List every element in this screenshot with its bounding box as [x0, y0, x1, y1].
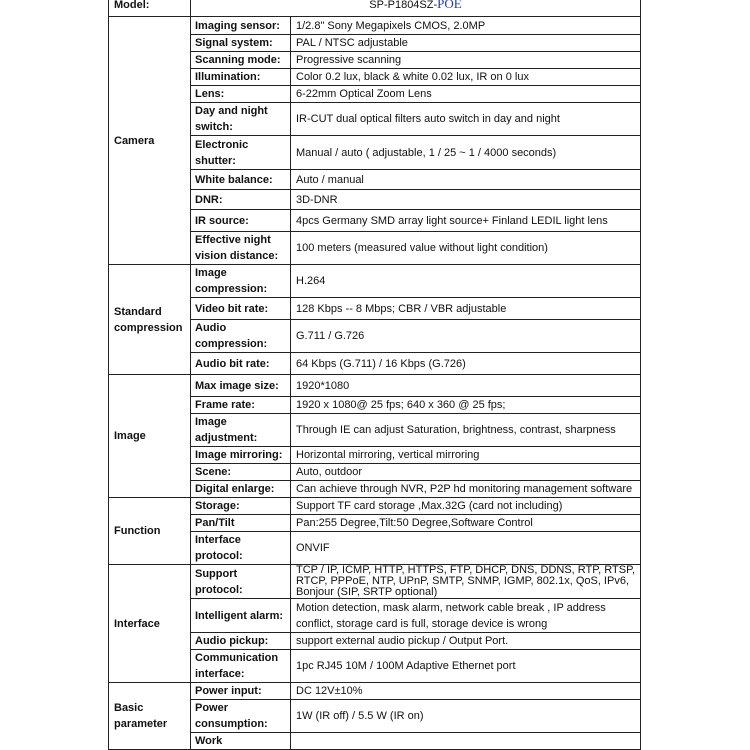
spec-value: H.264 — [291, 265, 641, 298]
spec-value: 64 Kbps (G.711) / 16 Kbps (G.726) — [291, 353, 641, 375]
spec-key: Image compression: — [191, 265, 291, 298]
model-row — [109, 0, 641, 17]
spec-value: 1920 x 1080@ 25 fps; 640 x 360 @ 25 fps; — [291, 397, 641, 414]
spec-value: Can achieve through NVR, P2P hd monitoring management software — [291, 481, 641, 498]
spec-key: Video bit rate: — [191, 298, 291, 320]
section-category: Standard compression — [109, 265, 191, 375]
spec-row — [109, 265, 641, 298]
spec-row — [109, 498, 641, 515]
spec-value: Color 0.2 lux, black & white 0.02 lux, IR on 0 lux — [291, 69, 641, 86]
spec-row — [109, 565, 641, 599]
spec-value: 4pcs Germany SMD array light source+ Finland LEDIL light lens — [291, 210, 641, 232]
spec-value: ONVIF — [291, 532, 641, 565]
spec-key: Digital enlarge: — [191, 481, 291, 498]
spec-value: Pan:255 Degree,Tilt:50 Degree,Software Control — [291, 515, 641, 532]
spec-key: Lens: — [191, 86, 291, 103]
spec-key: Audio compression: — [191, 320, 291, 353]
spec-key: White balance: — [191, 170, 291, 190]
spec-value: Through IE can adjust Saturation, brightness, contrast, sharpness — [291, 414, 641, 447]
spec-key: IR source: — [191, 210, 291, 232]
spec-key: Scene: — [191, 464, 291, 481]
spec-key: Image mirroring: — [191, 447, 291, 464]
spec-value: Support TF card storage ,Max.32G (card not including) — [291, 498, 641, 515]
spec-key: Image adjustment: — [191, 414, 291, 447]
spec-key: Frame rate: — [191, 397, 291, 414]
spec-key: Max image size: — [191, 375, 291, 397]
spec-value: Auto, outdoor — [291, 464, 641, 481]
spec-value: IR-CUT dual optical filters auto switch in day and night — [291, 103, 641, 136]
spec-value: Progressive scanning — [291, 52, 641, 69]
spec-key: DNR: — [191, 190, 291, 210]
spec-key: Storage: — [191, 498, 291, 515]
spec-value: Manual / auto ( adjustable, 1 / 25 ~ 1 / 4000 seconds) — [291, 136, 641, 170]
spec-value: Auto / manual — [291, 170, 641, 190]
section-category: Interface — [109, 565, 191, 683]
model-label: Model: — [109, 0, 191, 17]
spec-value: 1/2.8" Sony Megapixels CMOS, 2.0MP — [291, 17, 641, 35]
spec-key: Power input: — [191, 683, 291, 700]
spec-key: Work — [191, 733, 291, 750]
spec-key: Audio bit rate: — [191, 353, 291, 375]
section-category: Image — [109, 375, 191, 498]
spec-row — [109, 375, 641, 397]
spec-key: Power consumption: — [191, 700, 291, 733]
spec-value — [291, 565, 641, 599]
spec-value: 1W (IR off) / 5.5 W (IR on) — [291, 700, 641, 733]
spec-key: Pan/Tilt — [191, 515, 291, 532]
model-number: SP-P1804SZ- — [369, 0, 438, 11]
spec-value-text: TCP / IP, ICMP, HTTP, HTTPS, FTP, DHCP, DNS, DDNS, RTP, RTSP, RTCP, PPPoE, NTP, UPnP, SMTP, SNMP, IGMP, 802.1x, QoS, IPv6, Bonjour (SIP, SRTP optional) — [296, 564, 636, 598]
spec-key: Communication interface: — [191, 650, 291, 683]
spec-key: Illumination: — [191, 69, 291, 86]
spec-value: Horizontal mirroring, vertical mirroring — [291, 447, 641, 464]
spec-value: 3D-DNR — [291, 190, 641, 210]
spec-key: Support protocol: — [191, 565, 291, 599]
section-category: Basic parameter — [109, 683, 191, 750]
section-category: Function — [109, 498, 191, 565]
spec-table — [108, 0, 641, 750]
spec-row — [109, 17, 641, 35]
spec-value: support external audio pickup / Output Port. — [291, 633, 641, 650]
spec-value — [291, 733, 641, 750]
section-category: Camera — [109, 17, 191, 265]
spec-value: 1pc RJ45 10M / 100M Adaptive Ethernet port — [291, 650, 641, 683]
model-value — [191, 0, 641, 17]
spec-key: Interface protocol: — [191, 532, 291, 565]
spec-value: Motion detection, mask alarm, network cable break , IP address conflict, storage card is full, storage device is wrong — [291, 599, 641, 633]
spec-value: 128 Kbps -- 8 Mbps; CBR / VBR adjustable — [291, 298, 641, 320]
spec-key: Electronic shutter: — [191, 136, 291, 170]
spec-key: Day and night switch: — [191, 103, 291, 136]
model-suffix: POE — [437, 0, 462, 11]
spec-value: DC 12V±10% — [291, 683, 641, 700]
spec-value: 1920*1080 — [291, 375, 641, 397]
spec-key: Signal system: — [191, 35, 291, 52]
spec-key: Imaging sensor: — [191, 17, 291, 35]
spec-key: Intelligent alarm: — [191, 599, 291, 633]
spec-value: 6-22mm Optical Zoom Lens — [291, 86, 641, 103]
spec-row — [109, 683, 641, 700]
spec-key: Effective night vision distance: — [191, 232, 291, 265]
spec-value: G.711 / G.726 — [291, 320, 641, 353]
spec-value: 100 meters (measured value without light condition) — [291, 232, 641, 265]
spec-key: Audio pickup: — [191, 633, 291, 650]
spec-key: Scanning mode: — [191, 52, 291, 69]
spec-value: PAL / NTSC adjustable — [291, 35, 641, 52]
